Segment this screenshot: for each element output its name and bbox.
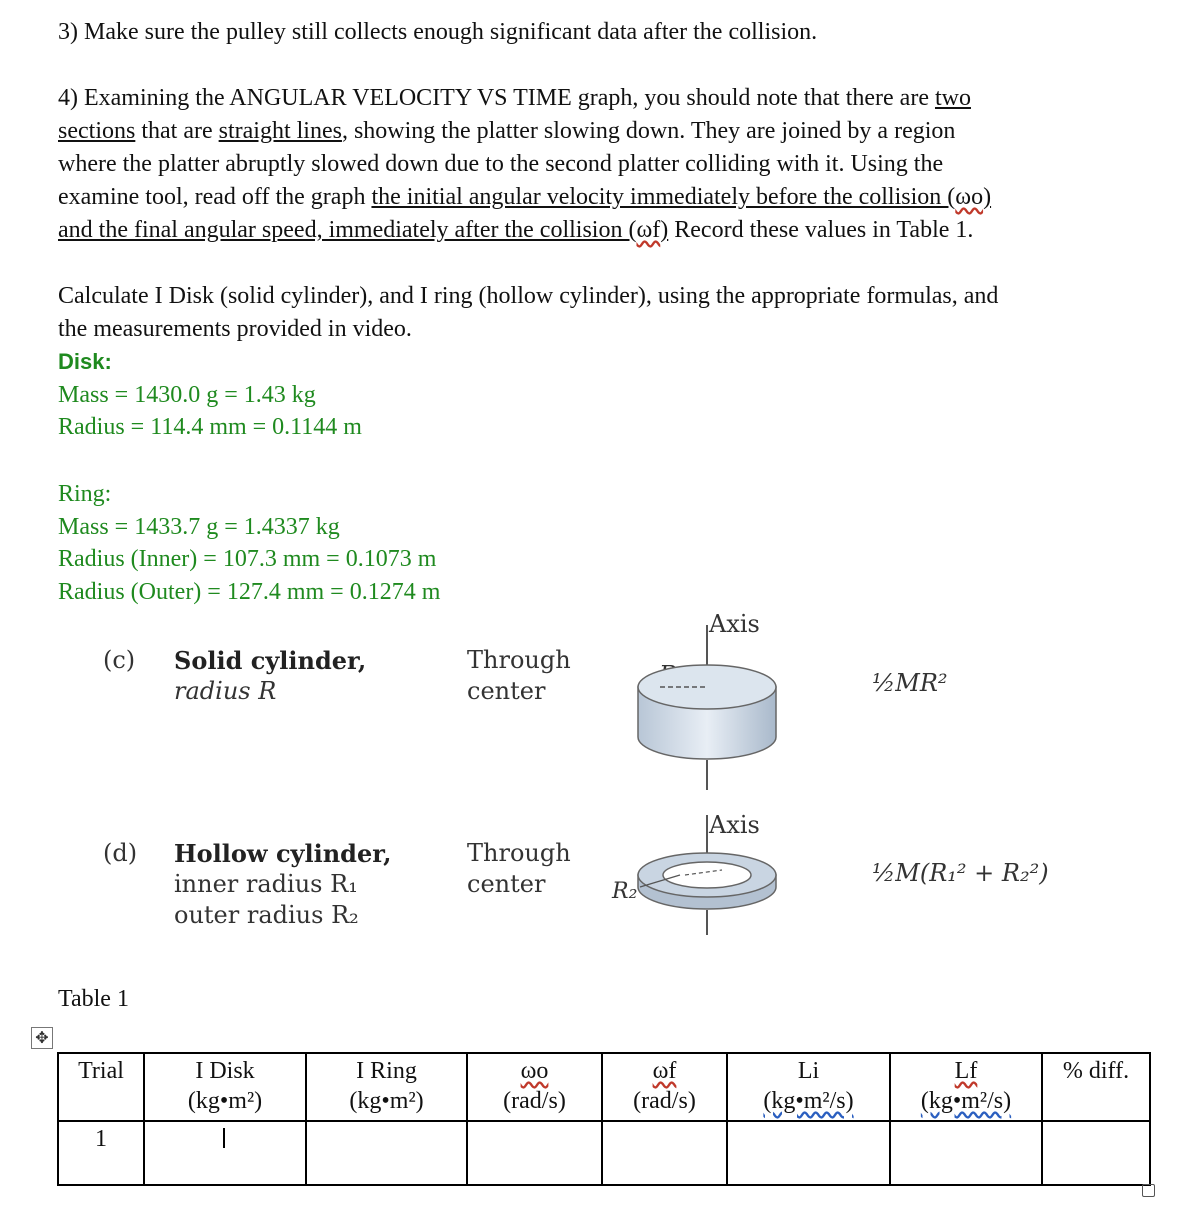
text-run: Record these values in Table 1. (668, 217, 974, 243)
header-label: Lf (954, 1058, 978, 1084)
header-omega-o[interactable] (467, 1053, 602, 1121)
step-4-line-2 (58, 115, 955, 148)
text-run: ) (660, 217, 669, 243)
underlined-text: two (934, 85, 971, 111)
cell-i-disk[interactable] (144, 1121, 306, 1185)
text-cursor (223, 1128, 225, 1148)
fig-c-desc: radius R (174, 677, 277, 705)
header-label: I Disk (195, 1058, 255, 1084)
fig-d-letter: (d) (103, 839, 138, 867)
header-label: Li (797, 1058, 820, 1084)
cell-omega-o[interactable] (467, 1121, 602, 1185)
header-l-final[interactable] (890, 1053, 1042, 1121)
fig-d-center: center (467, 870, 546, 898)
header-i-disk[interactable] (144, 1053, 306, 1121)
fig-d-formula: ½M(R₁² + R₂²) (872, 859, 1049, 887)
fig-c-through: Through (467, 646, 571, 674)
fig-d-axis-label: Axis (709, 811, 760, 839)
data-table (57, 1052, 1151, 1186)
step-4-line-4 (58, 181, 991, 214)
cell-percent-diff[interactable] (1042, 1121, 1150, 1185)
fig-c-center: center (467, 677, 546, 705)
header-label: ωo (520, 1058, 549, 1084)
text-run: ) (983, 184, 992, 210)
header-unit: (kg•m²/s) (763, 1088, 854, 1114)
fig-d-desc-1: inner radius R₁ (174, 870, 358, 898)
disk-mass: Mass = 1430.0 g = 1.43 kg (58, 382, 316, 408)
cell-omega-f[interactable] (602, 1121, 727, 1185)
cell-l-initial[interactable] (727, 1121, 890, 1185)
text-run: , showing the platter slowing down. They are joined by a region (341, 118, 956, 144)
fig-c-axis-label: Axis (709, 610, 760, 638)
header-omega-f[interactable] (602, 1053, 727, 1121)
header-label: I Ring (356, 1058, 417, 1084)
fig-c-formula: ½MR² (872, 669, 948, 697)
header-i-ring[interactable] (306, 1053, 467, 1121)
omega-f-symbol: ωf (636, 217, 661, 243)
disk-radius: Radius = 114.4 mm = 0.1144 m (58, 414, 362, 440)
disk-heading: Disk: (58, 349, 112, 374)
header-label: % diff. (1062, 1058, 1130, 1084)
table-row (58, 1121, 1150, 1185)
cell-trial[interactable] (58, 1121, 144, 1185)
cell-i-ring[interactable] (306, 1121, 467, 1185)
fig-c-letter: (c) (103, 646, 136, 674)
fig-d-name (174, 838, 392, 870)
header-l-initial[interactable] (727, 1053, 890, 1121)
header-unit: (rad/s) (503, 1088, 566, 1114)
underlined-text: and the final angular speed, immediately after the collision ( (58, 217, 637, 243)
hollow-cylinder-illustration (630, 815, 780, 945)
fig-c-name-text: Solid cylinder, (174, 646, 367, 675)
text-run: that are (135, 118, 219, 144)
ring-radius-inner: Radius (Inner) = 107.3 mm = 0.1073 m (58, 546, 437, 572)
ring-inner-edge (663, 862, 751, 888)
step-4-line-1 (58, 82, 971, 115)
trial-number: 1 (95, 1126, 107, 1152)
omega-o-symbol: ωo (955, 184, 984, 210)
table-resize-handle[interactable] (1142, 1184, 1155, 1197)
header-label: Trial (78, 1058, 124, 1084)
header-trial[interactable] (58, 1053, 144, 1121)
table-move-handle-icon[interactable]: ✥ (31, 1027, 53, 1049)
header-unit: (rad/s) (633, 1088, 696, 1114)
underlined-text: straight lines (218, 118, 342, 144)
table-header-row (58, 1053, 1150, 1121)
fig-c-name (174, 645, 366, 677)
fig-d-desc-2: outer radius R₂ (174, 901, 359, 929)
ring-heading: Ring: (58, 481, 112, 507)
header-unit: (kg•m²) (349, 1088, 424, 1114)
text-run: 4) Examining the ANGULAR VELOCITY VS TIME graph, you should note that there are (58, 85, 935, 111)
step-4-line-5 (58, 214, 973, 247)
fig-d-name-text: Hollow cylinder, (174, 839, 392, 868)
header-percent-diff[interactable] (1042, 1053, 1150, 1121)
underlined-text: sections (58, 118, 136, 144)
fig-d-through: Through (467, 839, 571, 867)
ring-mass: Mass = 1433.7 g = 1.4337 kg (58, 514, 340, 540)
step-3-text: 3) Make sure the pulley still collects enough significant data after the collision. (58, 19, 818, 45)
header-unit: (kg•m²/s) (920, 1088, 1012, 1114)
underlined-text: the initial angular velocity immediately before the collision ( (371, 184, 956, 210)
calc-line-2: the measurements provided in video. (58, 316, 412, 342)
solid-cylinder-illustration (630, 605, 780, 795)
header-label: ωf (652, 1058, 677, 1084)
table-caption: Table 1 (58, 986, 129, 1012)
step-4-line-3: where the platter abruptly slowed down due to the second platter colliding with it. Using the (58, 151, 944, 177)
header-unit: (kg•m²) (187, 1088, 263, 1114)
text-run: examine tool, read off the graph (58, 184, 372, 210)
cell-l-final[interactable] (890, 1121, 1042, 1185)
calc-line-1: Calculate I Disk (solid cylinder), and I ring (hollow cylinder), using the appropriate formulas, and (58, 283, 999, 309)
ring-radius-outer: Radius (Outer) = 127.4 mm = 0.1274 m (58, 579, 441, 605)
fig-d-r2-label: R₂ (612, 879, 638, 904)
